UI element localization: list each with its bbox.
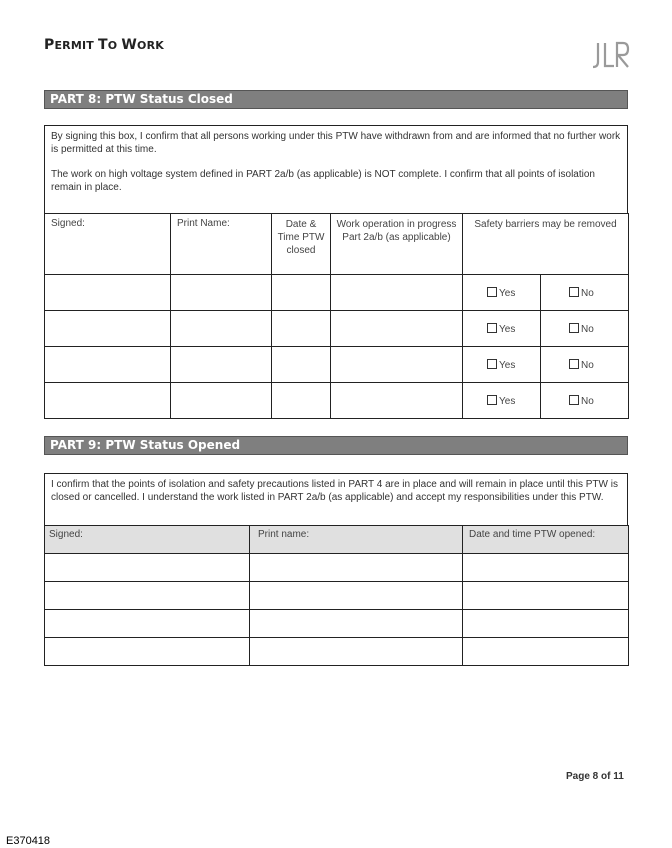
no-option[interactable]: No xyxy=(541,347,629,383)
part9-table xyxy=(44,525,629,666)
print-name-cell[interactable] xyxy=(250,554,463,582)
checkbox-icon[interactable] xyxy=(487,287,497,297)
part8-intro-box xyxy=(44,125,628,214)
checkbox-icon[interactable] xyxy=(569,359,579,369)
date-time-cell[interactable] xyxy=(463,610,629,638)
table-row xyxy=(45,610,629,638)
table-row xyxy=(45,383,629,419)
part9-intro-paragraph: I confirm that the points of isolation and safety precautions listed in PART 4 are in place and will remain in place until this PTW is closed or cancelled. I understand the work listed in PART 2a/b (as applicable) and accept my responsibilities under this PTW. xyxy=(51,479,618,503)
no-option[interactable]: No xyxy=(541,311,629,347)
no-option[interactable]: No xyxy=(541,383,629,419)
date-time-cell[interactable] xyxy=(272,347,331,383)
header-signed: Signed: xyxy=(45,214,171,275)
checkbox-icon[interactable] xyxy=(569,395,579,405)
checkbox-icon[interactable] xyxy=(569,323,579,333)
no-option[interactable]: No xyxy=(541,275,629,311)
part8-intro-paragraph-1: By signing this box, I confirm that all persons working under this PTW have withdrawn from and are informed that no further work is permitted at this time. xyxy=(51,131,621,155)
part8-intro-paragraph-2: The work on high voltage system defined in PART 2a/b (as applicable) is NOT complete. I confirm that all points of isolation remain in place. xyxy=(51,169,595,193)
header-work-operation: Work operation in progress Part 2a/b (as applicable) xyxy=(331,214,463,275)
document-title: PERMIT TO WORK xyxy=(44,37,164,53)
date-time-cell[interactable] xyxy=(463,582,629,610)
page-number: Page 8 of 11 xyxy=(566,771,624,782)
signed-cell[interactable] xyxy=(45,275,171,311)
date-time-cell[interactable] xyxy=(272,275,331,311)
checkbox-icon[interactable] xyxy=(487,323,497,333)
signed-cell[interactable] xyxy=(45,347,171,383)
print-name-cell[interactable] xyxy=(171,311,272,347)
signed-cell[interactable] xyxy=(45,311,171,347)
header-signed: Signed: xyxy=(45,526,250,554)
part9-intro-box xyxy=(44,473,628,527)
date-time-cell[interactable] xyxy=(463,554,629,582)
print-name-cell[interactable] xyxy=(250,638,463,666)
checkbox-icon[interactable] xyxy=(487,359,497,369)
yes-option[interactable]: Yes xyxy=(463,275,541,311)
header-safety-barriers: Safety barriers may be removed xyxy=(463,214,629,275)
work-operation-cell[interactable] xyxy=(331,347,463,383)
table-row xyxy=(45,554,629,582)
print-name-cell[interactable] xyxy=(171,347,272,383)
print-name-cell[interactable] xyxy=(171,275,272,311)
signed-cell[interactable] xyxy=(45,638,250,666)
print-name-cell[interactable] xyxy=(171,383,272,419)
signed-cell[interactable] xyxy=(45,610,250,638)
jlr-logo xyxy=(590,40,630,70)
header-date-time-opened: Date and time PTW opened: xyxy=(463,526,629,554)
table-row xyxy=(45,582,629,610)
date-time-cell[interactable] xyxy=(463,638,629,666)
table-row xyxy=(45,311,629,347)
figure-reference: E370418 xyxy=(6,835,51,847)
header-date-time-closed: Date & Time PTW closed xyxy=(272,214,331,275)
print-name-cell[interactable] xyxy=(250,610,463,638)
part8-heading: PART 8: PTW Status Closed xyxy=(44,90,628,109)
yes-option[interactable]: Yes xyxy=(463,311,541,347)
yes-option[interactable]: Yes xyxy=(463,383,541,419)
signed-cell[interactable] xyxy=(45,383,171,419)
table-row xyxy=(45,638,629,666)
work-operation-cell[interactable] xyxy=(331,275,463,311)
header-print-name: Print Name: xyxy=(171,214,272,275)
checkbox-icon[interactable] xyxy=(569,287,579,297)
header-print-name: Print name: xyxy=(250,526,463,554)
date-time-cell[interactable] xyxy=(272,311,331,347)
checkbox-icon[interactable] xyxy=(487,395,497,405)
date-time-cell[interactable] xyxy=(272,383,331,419)
table-row xyxy=(45,347,629,383)
part9-heading: PART 9: PTW Status Opened xyxy=(44,436,628,455)
print-name-cell[interactable] xyxy=(250,582,463,610)
signed-cell[interactable] xyxy=(45,582,250,610)
work-operation-cell[interactable] xyxy=(331,383,463,419)
yes-option[interactable]: Yes xyxy=(463,347,541,383)
work-operation-cell[interactable] xyxy=(331,311,463,347)
part8-table xyxy=(44,213,629,419)
signed-cell[interactable] xyxy=(45,554,250,582)
table-row xyxy=(45,275,629,311)
